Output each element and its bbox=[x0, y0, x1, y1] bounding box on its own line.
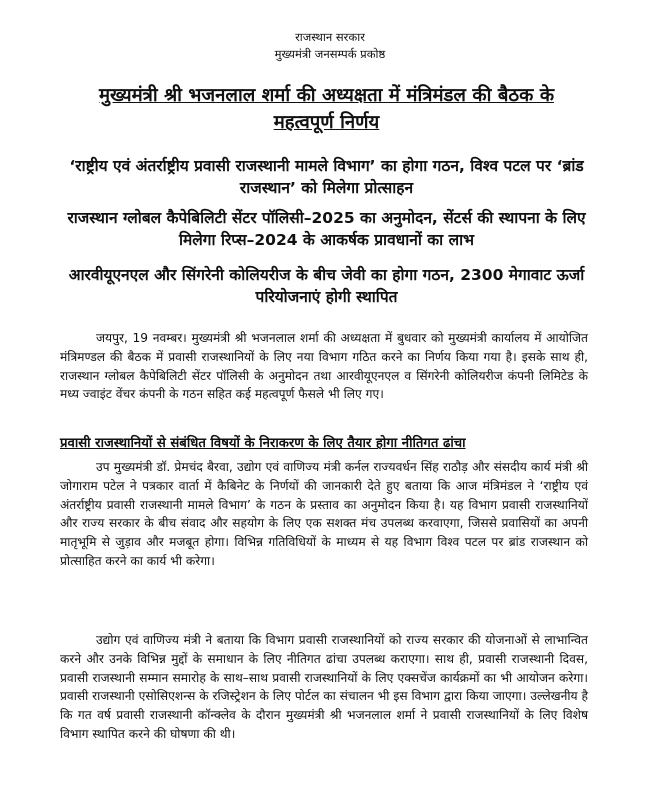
body-paragraph-2 bbox=[60, 458, 588, 571]
subheading-3: आरवीयूएनएल और सिंगरेनी कोलियरीज के बीच जेवी का होगा गठन, 2300 मेगावाट ऊर्जा परियोजनाएं होगी स्थापित bbox=[68, 266, 585, 306]
body-paragraph-1 bbox=[60, 329, 588, 404]
subheading-1: ‘राष्ट्रीय एवं अंतर्राष्ट्रीय प्रवासी राजस्थानी मामले विभाग’ का होगा गठन, विश्व पटल पर ‘ब्रांड राजस्थान’ को मिलेगा प्रोत्साहन bbox=[69, 157, 584, 197]
body-paragraph-1-text: जयपुर, 19 नवम्बर। मुख्यमंत्री श्री भजनलाल शर्मा की अध्यक्षता में बुधवार को मुख्यमंत्री कार्यालय में आयोजित मंत्रिमण्डल की बैठक में प्रवासी राजस्थानियों के लिए नया विभाग गठित करने का निर्णय किया गया है। इसके साथ ही, राजस्थान ग्लोबल कैपेबिलिटी सेंटर पॉलिसी के अनुमोदन तथा आरवीयूएनएल व सिंगरेनी कोलियरीज कंपनी लिमिटेड के मध्य ज्वाइंट वेंचर कंपनी के गठन सहित कई महत्वपूर्ण फैसले भी लिए गए। bbox=[60, 331, 588, 402]
page-title-text: मुख्यमंत्री श्री भजनलाल शर्मा की अध्यक्षता में मंत्रिमंडल की बैठक के महत्वपूर्ण निर्णय bbox=[98, 85, 555, 133]
section-heading: प्रवासी राजस्थानियों से संबंधित विषयों के निराकरण के लिए तैयार होगा नीतिगत ढांचा bbox=[60, 436, 466, 451]
body-paragraph-3-text: उद्योग एवं वाणिज्य मंत्री ने बताया कि विभाग प्रवासी राजस्थानियों को राज्य सरकार की योजनाओं से लाभान्वित करने और उनके विभिन्न मुद्दों के समाधान के लिए नीतिगत ढांचा उपलब्ध कराएगा। साथ ही, प्रवासी राजस्थानी दिवस, प्रवासी राजस्थानी सम्मान समारोह के साथ–साथ प्रवासी राजस्थानियों के लिए एक्सचेंज कार्यक्रमों का भी आयोजन करेगा। प्रवासी राजस्थानी एसोसिएशन्स के रजिस्ट्रेशन के लिए पोर्टल का संचालन भी इस विभाग द्वारा किया जाएगा। उल्लेखनीय है कि गत वर्ष प्रवासी राजस्थानी कॉन्क्लेव के दौरान मुख्यमंत्री श्री भजनलाल शर्मा ने प्रवासी राजस्थानियों के लिए विशेष विभाग स्थापित करने की घोषणा की थी। bbox=[60, 633, 588, 741]
org-name-line2: मुख्यमंत्री जनसम्पर्क प्रकोष्ठ bbox=[274, 47, 386, 61]
subheading-2: राजस्थान ग्लोबल कैपेबिलिटी सेंटर पॉलिसी–2025 का अनुमोदन, सेंटर्स की स्थापना के लिए मिलेगा रिप्स–2024 के आकर्षक प्रावधानों का लाभ bbox=[67, 209, 586, 249]
org-name-line1: राजस्थान सरकार bbox=[295, 30, 365, 44]
page-title bbox=[70, 82, 583, 136]
body-paragraph-3 bbox=[60, 631, 588, 744]
body-paragraph-2-text: उप मुख्यमंत्री डॉ. प्रेमचंद बैरवा, उद्योग एवं वाणिज्य मंत्री कर्नल राज्यवर्धन सिंह राठौड़ और संसदीय कार्य मंत्री श्री जोगाराम पटेल ने पत्रकार वार्ता में कैबिनेट के निर्णयों की जानकारी देते हुए बताया कि आज मंत्रिमंडल ने ‘राष्ट्रीय एवं अंतर्राष्ट्रीय प्रवासी राजस्थानी मामले विभाग’ के गठन के प्रस्ताव का अनुमोदन किया है। यह विभाग प्रवासी राजस्थानियों और राज्य सरकार के बीच संवाद और सहयोग के लिए एक सशक्त मंच उपलब्ध करवाएगा, जिससे प्रवासियों का अपनी मातृभूमि से जुड़ाव और मजबूत होगा। विभिन्न गतिविधियों के माध्यम से यह विभाग विश्व पटल पर ब्रांड राजस्थान को प्रोत्साहित करने का कार्य भी करेगा। bbox=[60, 460, 588, 568]
